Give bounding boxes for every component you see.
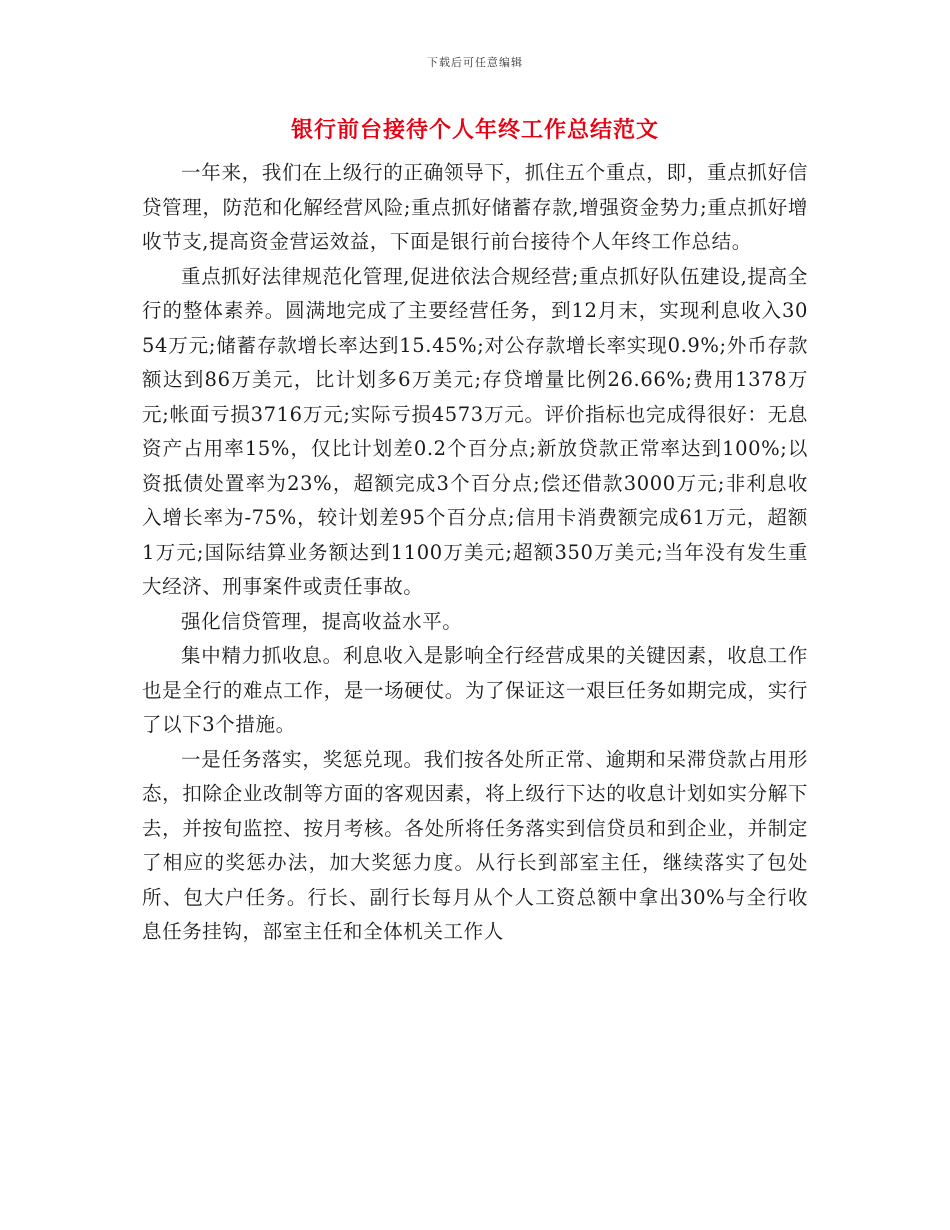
document-body [142, 156, 808, 950]
header-note: 下载后可任意编辑 [427, 56, 523, 69]
paragraph-task-implementation: 一是任务落实，奖惩兑现。我们按各处所正常、逾期和呆滞贷款占用形态，扣除企业改制等方面的客观因素，将上级行下达的收息计划如实分解下去，并按旬监控、按月考核。各处所将任务落实到信贷员和到企业，并制定了相应的奖惩办法，加大奖惩力度。从行长到部室主任，继续落实了包处所、包大户任务。行长、副行长每月从个人工资总额中拿出30%与全行收息任务挂钩，部室主任和全体机关工作人 [142, 747, 808, 943]
paragraph-results: 重点抓好法律规范化管理,促进依法合规经营;重点抓好队伍建设,提高全行的整体素养。圆满地完成了主要经营任务，到12月末，实现利息收入3054万元;储蓄存款增长率达到15.45%;对公存款增长率实现0.9%;外币存款额达到86万美元，比计划多6万美元;存贷增量比例26.66%;费用1378万元;帐面亏损3716万元;实际亏损4573万元。评价指标也完成得很好：无息资产占用率15%，仅比计划差0.2个百分点;新放贷款正常率达到100%;以资抵债处置率为23%，超额完成3个百分点;偿还借款3000万元;非利息收入增长率为-75%，较计划差95个百分点;信用卡消费额完成61万元，超额1万元;国际结算业务额达到1100万美元;超额350万美元;当年没有发生重大经济、刑事案件或责任事故。 [142, 264, 808, 598]
document-title: 银行前台接待个人年终工作总结范文 [290, 117, 659, 143]
paragraph-credit-management: 强化信贷管理，提高收益水平。 [181, 609, 463, 633]
paragraph-intro: 一年来，我们在上级行的正确领导下，抓住五个重点，即，重点抓好信贷管理，防范和化解经营风险;重点抓好储蓄存款,增强资金势力;重点抓好增收节支,提高资金营运效益，下面是银行前台接待个人年终工作总结。 [142, 161, 808, 253]
paragraph-interest-collection: 集中精力抓收息。利息收入是影响全行经营成果的关键因素，收息工作也是全行的难点工作，是一场硬仗。为了保证这一艰巨任务如期完成，实行了以下3个措施。 [142, 644, 808, 736]
